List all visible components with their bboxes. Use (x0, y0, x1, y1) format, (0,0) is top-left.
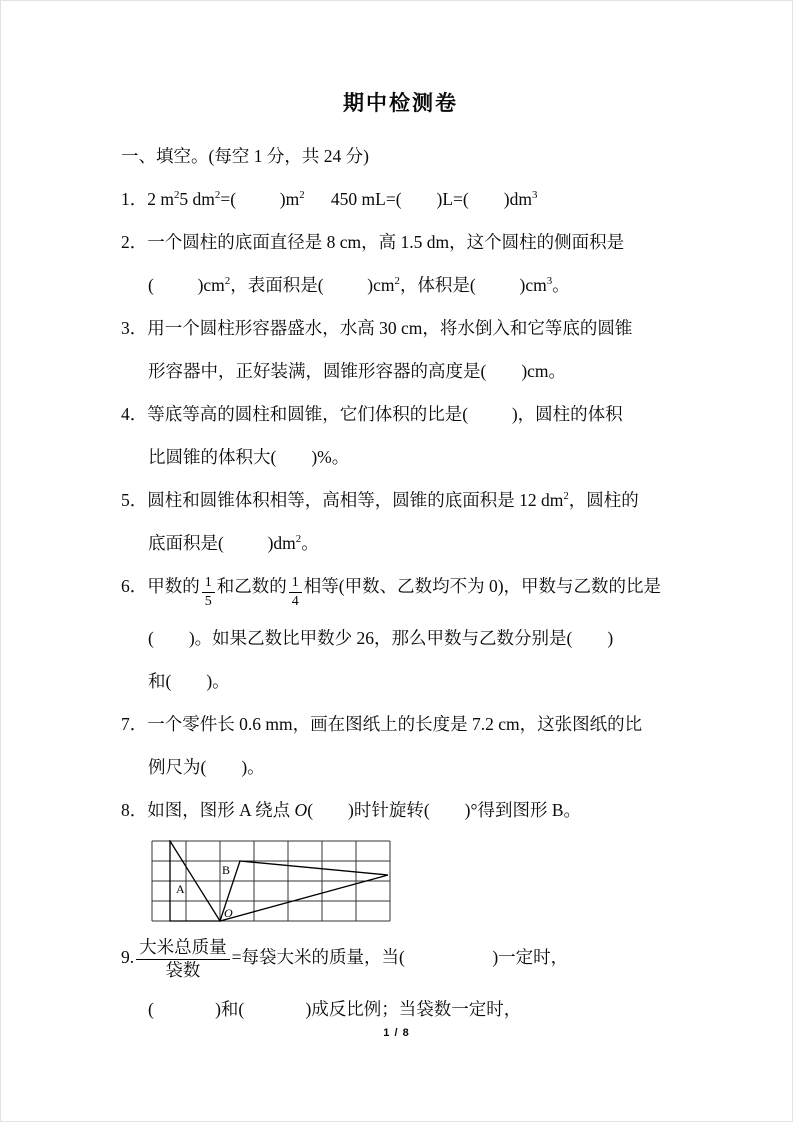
grid-figure-svg (151, 840, 391, 922)
figure-label-o: O (224, 906, 233, 921)
question-3-line-2: 形容器中，正好装满，圆锥形容器的高度是( )cm。 (148, 361, 567, 381)
question-7-line-1: 7．一个零件长 0.6 mm，画在图纸上的长度是 7.2 cm，这张图纸的比 (121, 714, 643, 735)
question-1: 1．2 $m^25$ $dm^2=$( )$m^2$ 450 mL=( )L=( )$dm^3$ (121, 189, 538, 209)
rotation-grid-figure (151, 840, 680, 922)
question-6-line-1: 6．甲数的 $\frac{1}{5}$ 和乙数的 $\frac{1}{4}$ 相等(甲数、乙数均不为 0)，甲数与乙数的比是 (121, 574, 662, 609)
section-heading: 一、填空。(每空 1 分，共 24 分) (121, 146, 369, 166)
question-9-line-2: ( )和( )成反比例；当袋数一定时， (148, 999, 522, 1020)
question-3-line-1: 3．用一个圆柱形容器盛水，水高 30 cm，将水倒入和它等底的圆锥 (121, 318, 633, 338)
question-7-line-2: 例尺为( )。 (148, 757, 265, 778)
question-2-line-2: ( )$cm^2$，表面积是( )$cm^2$，体积是( )$cm^3$。 (148, 275, 570, 295)
question-9-line-1: 9. $\frac{\text{大米总质量}}{\text{袋数}}$ =每袋大米的质量，当( )一定时， (121, 937, 569, 980)
question-5-line-1: 5．圆柱和圆锥体积相等，高相等，圆锥的底面积是 12 $dm^2$，圆柱的 (121, 490, 639, 510)
page-number: 1 / 8 (383, 1027, 410, 1039)
question-5-line-2: 底面积是( )$dm^2$。 (148, 533, 319, 553)
page-title: 期中检测卷 (343, 92, 458, 115)
figure-label-a: A (176, 882, 185, 897)
question-2-line-1: 2．一个圆柱的底面直径是 8 cm，高 1.5 dm，这个圆柱的侧面积是 (121, 232, 625, 252)
triangle-b-shape (220, 861, 388, 921)
question-6-line-2: ( )。如果乙数比甲数少 26，那么甲数与乙数分别是( ) (148, 628, 614, 649)
question-6-line-3: 和( )。 (148, 671, 230, 692)
grid-lines (152, 841, 390, 921)
question-4-line-1: 4．等底等高的圆柱和圆锥，它们体积的比是( )，圆柱的体积 (121, 404, 623, 424)
figure-label-b: B (222, 863, 231, 878)
question-4-line-2: 比圆锥的体积大( )%。 (148, 447, 350, 467)
question-8: 8．如图，图形 A 绕点 O( )时针旋转( )°得到图形 B。 (121, 800, 582, 821)
